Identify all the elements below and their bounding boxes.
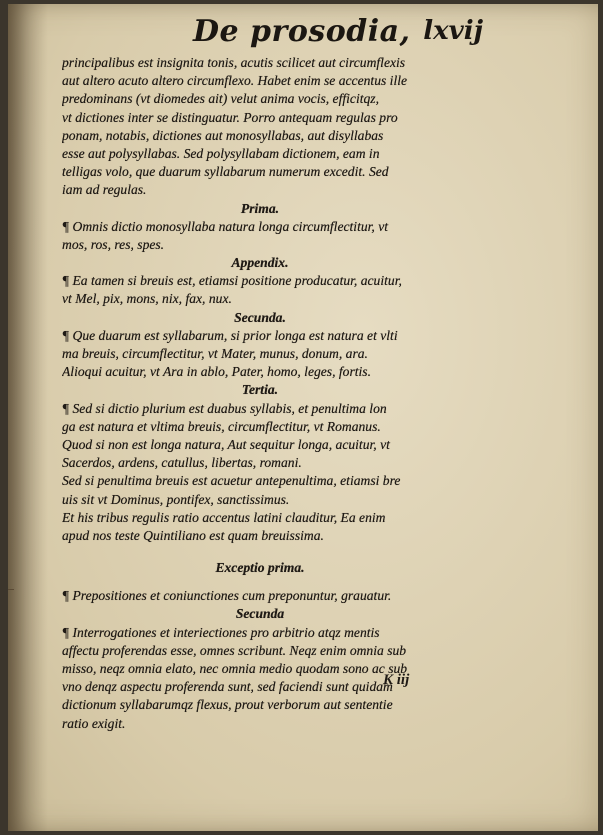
text-line: mos, ros, res, spes. <box>62 236 165 252</box>
text-line: ratio exigit. <box>62 715 126 731</box>
page-edge-mark <box>8 589 14 590</box>
text-line: ma breuis, circumflectitur, vt Mater, munus, donum, ara. <box>62 346 368 361</box>
rule-heading-text: Exceptio prima. <box>215 560 305 576</box>
signature-mark: K iij <box>383 672 410 688</box>
text-line: Sed si penultima breuis est acuetur antepenultima, etiamsi bre <box>62 473 401 489</box>
folio-number: lxvij <box>423 16 483 46</box>
text-block <box>62 54 458 733</box>
rule-heading-text: Secunda. <box>234 309 286 325</box>
text-line: principalibus est insignita tonis, acutis scilicet aut circumflexis <box>62 55 406 70</box>
text-line: ¶ Ea tamen si breuis est, etiamsi positione producatur, acuitur, <box>62 273 402 289</box>
text-line: ga est natura et vltima breuis, circumflectitur, vt Romanus. <box>62 418 381 434</box>
rule-heading-text: Secunda <box>235 606 285 622</box>
text-line: Sacerdos, ardens, catullus, libertas, romani. <box>62 455 302 471</box>
text-line: ¶ Omnis dictio monosyllaba natura longa circumflectitur, vt <box>62 218 389 234</box>
text-line: uis sit vt Dominus, pontifex, sanctissimus. <box>62 491 290 507</box>
running-head: De prosodia, <box>193 14 411 49</box>
text-line: telligas volo, que duarum syllabarum numerum excedit. Sed <box>62 164 389 180</box>
text-line: vno denqz aspectu proferenda sunt, sed faciendi sunt quidam <box>62 679 393 695</box>
page-header <box>193 14 483 56</box>
rule-heading <box>62 559 458 577</box>
text-line: vt dictiones inter se distinguatur. Porro antequam regulas pro <box>62 109 398 125</box>
rule-heading-text: Tertia. <box>241 382 279 398</box>
text-line: ¶ Sed si dictio plurium est duabus syllabis, et penultima lon <box>62 400 387 416</box>
text-line: Et his tribus regulis ratio accentus latini clauditur, Ea enim <box>62 509 386 525</box>
text-line: ¶ Prepositiones et coniunctiones cum preponuntur, grauatur. <box>62 588 392 604</box>
rule-heading-text: Appendix. <box>231 255 289 271</box>
text-line: apud nos teste Quintiliano est quam breuissima. <box>62 527 324 543</box>
text-line: Quod si non est longa natura, Aut sequitur longa, acuitur, vt <box>62 436 390 452</box>
text-line: iam ad regulas. <box>62 182 147 198</box>
text-line: Alioqui acuitur, vt Ara in ablo, Pater, homo, leges, fortis. <box>62 364 371 380</box>
text-line: vt Mel, pix, mons, nix, fax, nux. <box>62 291 232 307</box>
rule-heading <box>62 309 458 327</box>
text-line: misso, neqz omnia elato, nec omnia medio quodam sono ac sub <box>62 661 408 676</box>
rule-heading-text: Prima. <box>240 200 280 216</box>
spacer <box>62 577 458 587</box>
rule-heading <box>62 254 458 272</box>
rule-heading <box>62 381 458 399</box>
rule-heading <box>62 200 458 218</box>
text-line: affectu proferendas esse, omnes scribunt. Neqz enim omnia sub <box>62 642 407 658</box>
text-line: ponam, notabis, dictiones aut monosyllabas, aut disyllabas <box>62 127 384 143</box>
text-line: dictionum syllabarumqz flexus, prout verborum aut sententie <box>62 697 393 713</box>
rule-heading <box>62 605 458 623</box>
text-line: aut altero acuto altero circumflexo. Habet enim se accentus ille <box>62 73 408 89</box>
text-line: ¶ Que duarum est syllabarum, si prior longa est natura et vlti <box>62 327 398 343</box>
text-line: predominans (vt diomedes ait) velut anima vocis, efficitqz, <box>62 91 379 107</box>
spacer <box>62 545 458 559</box>
text-line: esse aut polysyllabas. Sed polysyllabam dictionem, eam in <box>62 145 380 161</box>
binding-gutter <box>8 4 48 831</box>
book-page <box>8 4 598 831</box>
text-line: ¶ Interrogationes et interiectiones pro arbitrio atqz mentis <box>62 624 380 640</box>
